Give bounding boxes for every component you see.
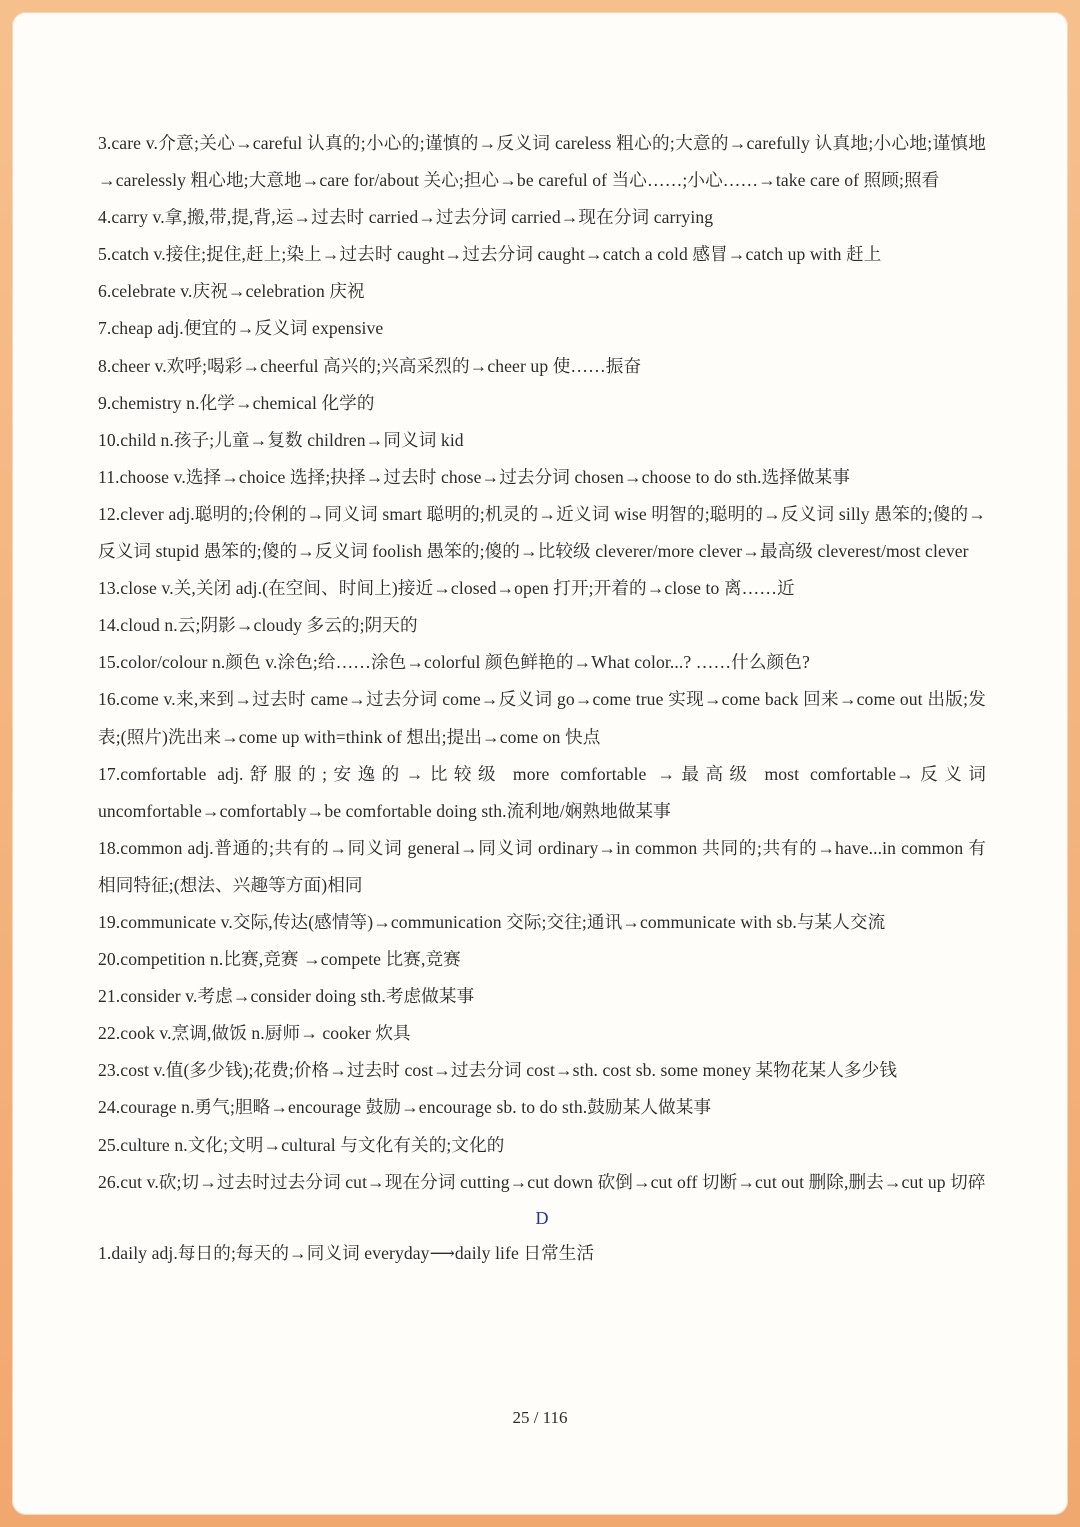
entry-care: 3.care v.介意;关心→careful 认真的;小心的;谨慎的→反义词 careless 粗心的;大意的→carefully 认真地;小心地;谨慎地→carelessly 粗心地;大意地→care for/about 关心;担心→be careful of 当心……;小心……→take care of 照顾;照看 xyxy=(98,133,986,191)
entry-close: 13.close v.关,关闭 adj.(在空间、时间上)接近→closed→open 打开;开着的→close to 离……近 xyxy=(98,578,795,599)
entry-catch: 5.catch v.接住;捉住,赶上;染上→过去时 caught→过去分词 caught→catch a cold 感冒→catch up with 赶上 xyxy=(98,244,882,265)
entry-choose: 11.choose v.选择→choice 选择;抉择→过去时 chose→过去分词 chosen→choose to do sth.选择做某事 xyxy=(98,466,851,487)
page-number: 25 / 116 xyxy=(512,1408,568,1427)
entry-culture: 25.culture n.文化;文明→cultural 与文化有关的;文化的 xyxy=(98,1134,505,1155)
entry-cheap: 7.cheap adj.便宜的→反义词 expensive xyxy=(98,318,384,339)
entry-common: 18.common adj.普通的;共有的→同义词 general→同义词 ordinary→in common 共同的;共有的→have...in common 有相同特征;(想法、兴趣等方面)相同 xyxy=(98,837,986,895)
entry-comfortable: 17.comfortable adj.舒服的;安逸的→比较级 more comfortable →最高级 most comfortable→反义词 uncomfortable→comfortably→be comfortable doing sth.流利地/娴熟地做某事 xyxy=(98,763,986,821)
entry-competition: 20.competition n.比赛,竞赛 →compete 比赛,竞赛 xyxy=(98,949,461,970)
entry-clever: 12.clever adj.聪明的;伶俐的→同义词 smart 聪明的;机灵的→近义词 wise 明智的;聪明的→反义词 silly 愚笨的;傻的→反义词 stupid 愚笨的;傻的→反义词 foolish 愚笨的;傻的→比较级 cleverer/more clever→最高级 cleverest/most clever xyxy=(98,503,986,562)
entry-come: 16.come v.来,来到→过去时 came→过去分词 come→反义词 go→come true 实现→come back 回来→come out 出版;发表;(照片)洗出来→come up with=think of 想出;提出→come on 快点 xyxy=(98,689,986,747)
section-heading-d: D xyxy=(535,1207,549,1228)
entry-carry: 4.carry v.拿,搬,带,提,背,运→过去时 carried→过去分词 carried→现在分词 carrying xyxy=(98,207,714,228)
entry-child: 10.child n.孩子;儿童→复数 children→同义词 kid xyxy=(98,429,464,450)
vocabulary-list xyxy=(98,125,986,1272)
entry-cloud: 14.cloud n.云;阴影→cloudy 多云的;阴天的 xyxy=(98,615,418,636)
entry-cheer: 8.cheer v.欢呼;喝彩→cheerful 高兴的;兴高采烈的→cheer up 使……振奋 xyxy=(98,355,642,376)
entry-cook: 22.cook v.烹调,做饭 n.厨师→ cooker 炊具 xyxy=(98,1023,411,1044)
entry-courage: 24.courage n.勇气;胆略→encourage 鼓励→encourage sb. to do sth.鼓励某人做某事 xyxy=(98,1097,712,1118)
entry-cut: 26.cut v.砍;切→过去时过去分词 cut→现在分词 cutting→cut down 砍倒→cut off 切断→cut out 删除,删去→cut up 切碎 xyxy=(98,1171,986,1192)
entry-celebrate: 6.celebrate v.庆祝→celebration 庆祝 xyxy=(98,281,365,302)
entry-chemistry: 9.chemistry n.化学→chemical 化学的 xyxy=(98,392,375,413)
entry-consider: 21.consider v.考虑→consider doing sth.考虑做某事 xyxy=(98,986,475,1007)
entry-color: 15.color/colour n.颜色 v.涂色;给……涂色→colorful 颜色鲜艳的→What color...? ……什么颜色? xyxy=(98,652,810,673)
entry-cost: 23.cost v.值(多少钱);花费;价格→过去时 cost→过去分词 cost→sth. cost sb. some money 某物花某人多少钱 xyxy=(98,1060,898,1081)
entry-daily: 1.daily adj.每日的;每天的→同义词 everyday⟶daily life 日常生活 xyxy=(98,1242,595,1263)
entry-communicate: 19.communicate v.交际,传达(感情等)→communication 交际;交往;通讯→communicate with sb.与某人交流 xyxy=(98,911,886,932)
